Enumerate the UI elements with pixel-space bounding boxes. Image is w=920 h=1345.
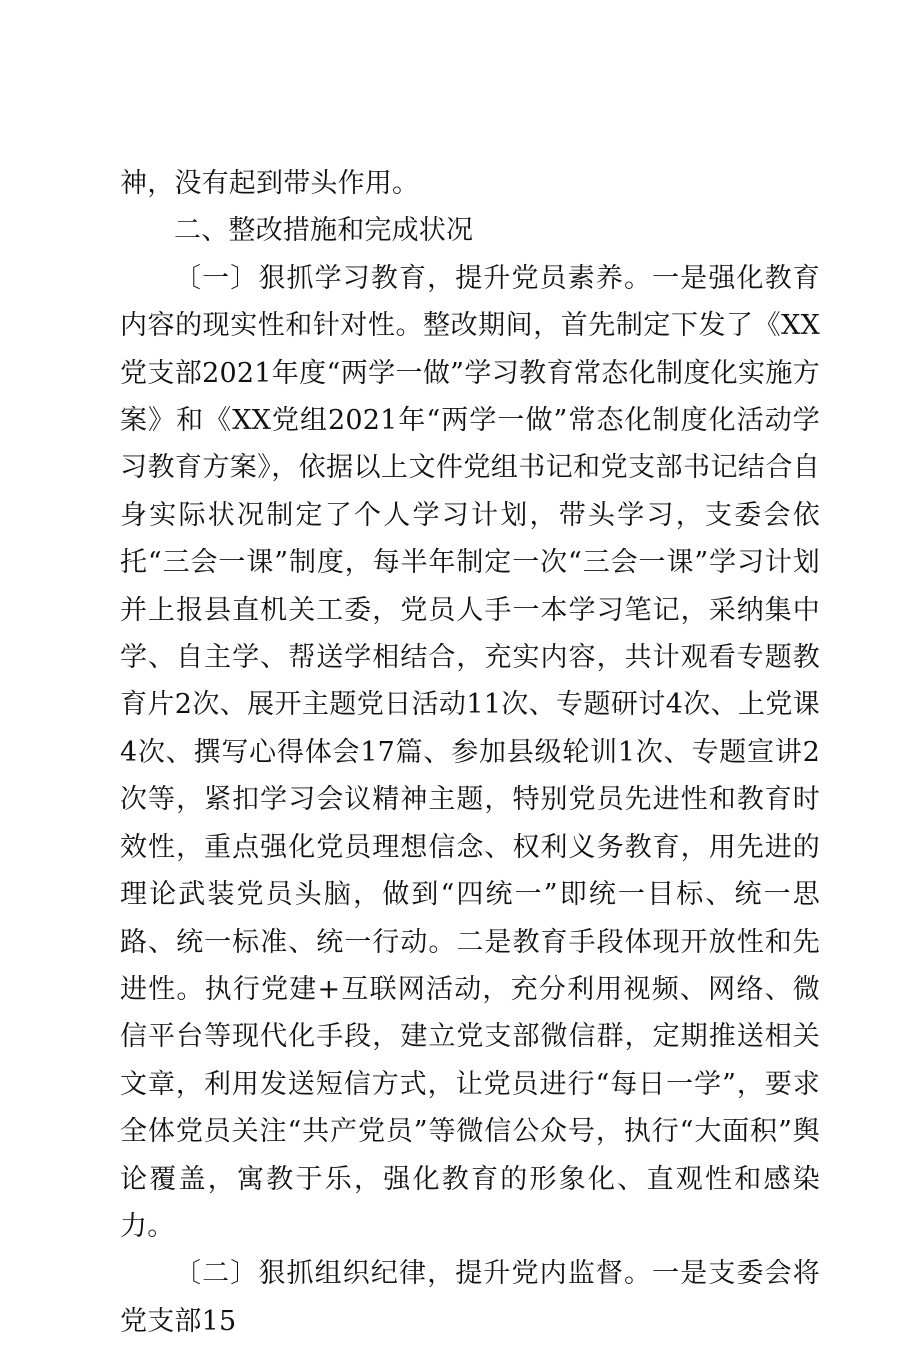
paragraph-study-education: 〔一〕狠抓学习教育，提升党员素养。一是强化教育内容的现实性和针对性。整改期间，首先制定下发了《XX党支部2021年度“两学一做”学习教育常态化制度化实施方案》和《XX党组2021年“两学一做”常态化制度化活动学习教育方案》，依据以上文件党组书记和党支部书记结合自身实际状况制定了个人学习计划，带头学习，支委会依托“三会一课”制度，每半年制定一次“三会一课”学习计划并上报县直机关工委，党员人手一本学习笔记，采纳集中学、自主学、帮送学相结合，充实内容，共计观看专题教育片2次、展开主题党日活动11次、专题研讨4次、上党课4次、撰写心得体会17篇、参加县级轮训1次、专题宣讲2次等，紧扣学习会议精神主题，特别党员先进性和教育时效性，重点强化党员理想信念、权利义务教育，用先进的理论武装党员头脑，做到“四统一”即统一目标、统一思路、统一标准、统一行动。二是教育手段体现开放性和先进性。执行党建+互联网活动，充分利用视频、网络、微信平台等现代化手段，建立党支部微信群，定期推送相关文章，利用发送短信方式，让党员进行“每日一学”，要求全体党员关注“共产党员”等微信公众号，执行“大面积”舆论覆盖，寓教于乐，强化教育的形象化、直观性和感染力。 xyxy=(120,262,820,1242)
paragraph-organizational-discipline: 〔二〕狠抓组织纪律，提升党内监督。一是支委会将党支部15 xyxy=(120,1258,820,1337)
paragraph-continuation: 神，没有起到带头作用。 xyxy=(120,168,420,199)
section-heading: 二、整改措施和完成状况 xyxy=(174,215,474,247)
document-body xyxy=(120,160,820,1345)
